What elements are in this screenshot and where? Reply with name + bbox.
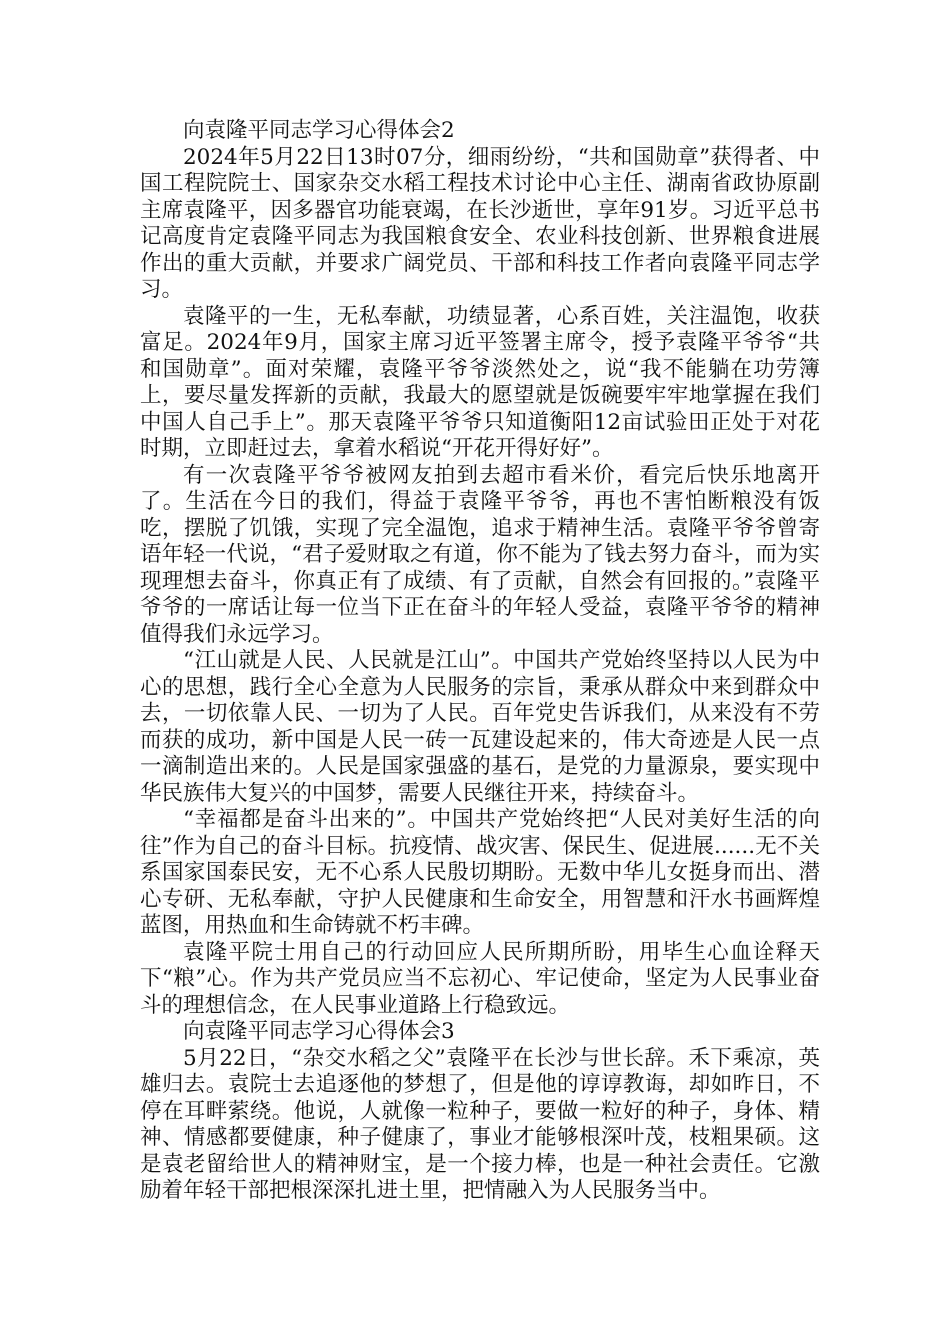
- section-heading: 向袁隆平同志学习心得体会2: [183, 118, 455, 143]
- section-2: [140, 118, 820, 1019]
- section-3: [140, 1019, 820, 1205]
- section-heading: 向袁隆平同志学习心得体会3: [183, 1019, 455, 1044]
- paragraph: “江山就是人民、人民就是江山”。中国共产党始终坚持以人民为中心的思想，践行全心全意为人民服务的宗旨，秉承从群众中来到群众中去，一切依靠人民、一切为了人民。百年党史告诉我们，从来没有不劳而获的成功，新中国是人民一砖一瓦建设起来的，伟大奇迹是人民一点一滴制造出来的。人民是国家强盛的基石，是党的力量源泉，要实现中华民族伟大复兴的中国梦，需要人民继往开来，持续奋斗。: [140, 648, 820, 806]
- paragraph: 有一次袁隆平爷爷被网友拍到去超市看米价，看完后快乐地离开了。生活在今日的我们，得益于袁隆平爷爷，再也不害怕断粮没有饭吃，摆脱了饥饿，实现了完全温饱，追求于精神生活。袁隆平爷爷曾寄语年轻一代说，“君子爱财取之有道，你不能为了钱去努力奋斗，而为实现理想去奋斗，你真正有了成绩、有了贡献，自然会有回报的。”袁隆平爷爷的一席话让每一位当下正在奋斗的年轻人受益，袁隆平爷爷的精神值得我们永远学习。: [140, 462, 820, 647]
- paragraph: 袁隆平院士用自己的行动回应人民所期所盼，用毕生心血诠释天下“粮”心。作为共产党员应当不忘初心、牢记使命，坚定为人民事业奋斗的理想信念，在人民事业道路上行稳致远。: [140, 939, 820, 1018]
- paragraph: 2024年5月22日13时07分，细雨纷纷，“共和国勋章”获得者、中国工程院院士、国家杂交水稻工程技术讨论中心主任、湖南省政协原副主席袁隆平，因多器官功能衰竭，在长沙逝世，享年91岁。习近平总书记高度肯定袁隆平同志为我国粮食安全、农业科技创新、世界粮食进展作出的重大贡献，并要求广阔党员、干部和科技工作者向袁隆平同志学习。: [140, 144, 820, 302]
- paragraph: “幸福都是奋斗出来的”。中国共产党始终把“人民对美好生活的向往”作为自己的奋斗目标。抗疫情、战灾害、保民生、促进展......无不关系国家国泰民安，无不心系人民殷切期盼。无数中华儿女挺身而出、潜心专研、无私奉献，守护人民健康和生命安全，用智慧和汗水书画辉煌蓝图，用热血和生命铸就不朽丰碑。: [140, 807, 820, 938]
- paragraph: 袁隆平的一生，无私奉献，功绩显著，心系百姓，关注温饱，收获富足。2024年9月，国家主席习近平签署主席令，授予袁隆平爷爷“共和国勋章”。面对荣耀，袁隆平爷爷淡然处之，说“我不能躺在功劳簿上，要尽量发挥新的贡献，我最大的愿望就是饭碗要牢牢地掌握在我们中国人自己手上”。那天袁隆平爷爷只知道衡阳12亩试验田正处于对花时期，立即赶过去，拿着水稻说“开花开得好好”。: [140, 303, 820, 461]
- paragraph: 5月22日，“杂交水稻之父”袁隆平在长沙与世长辞。禾下乘凉，英雄归去。袁院士去追逐他的梦想了，但是他的谆谆教诲，却如昨日，不停在耳畔萦绕。他说，人就像一粒种子，要做一粒好的种子，身体、精神、情感都要健康，种子健康了，事业才能够根深叶茂，枝粗果硕。这是袁老留给世人的精神财宝，是一个接力棒，也是一种社会责任。它激励着年轻干部把根深深扎进土里，把情融入为人民服务当中。: [140, 1045, 820, 1203]
- document-page: [140, 118, 820, 1205]
